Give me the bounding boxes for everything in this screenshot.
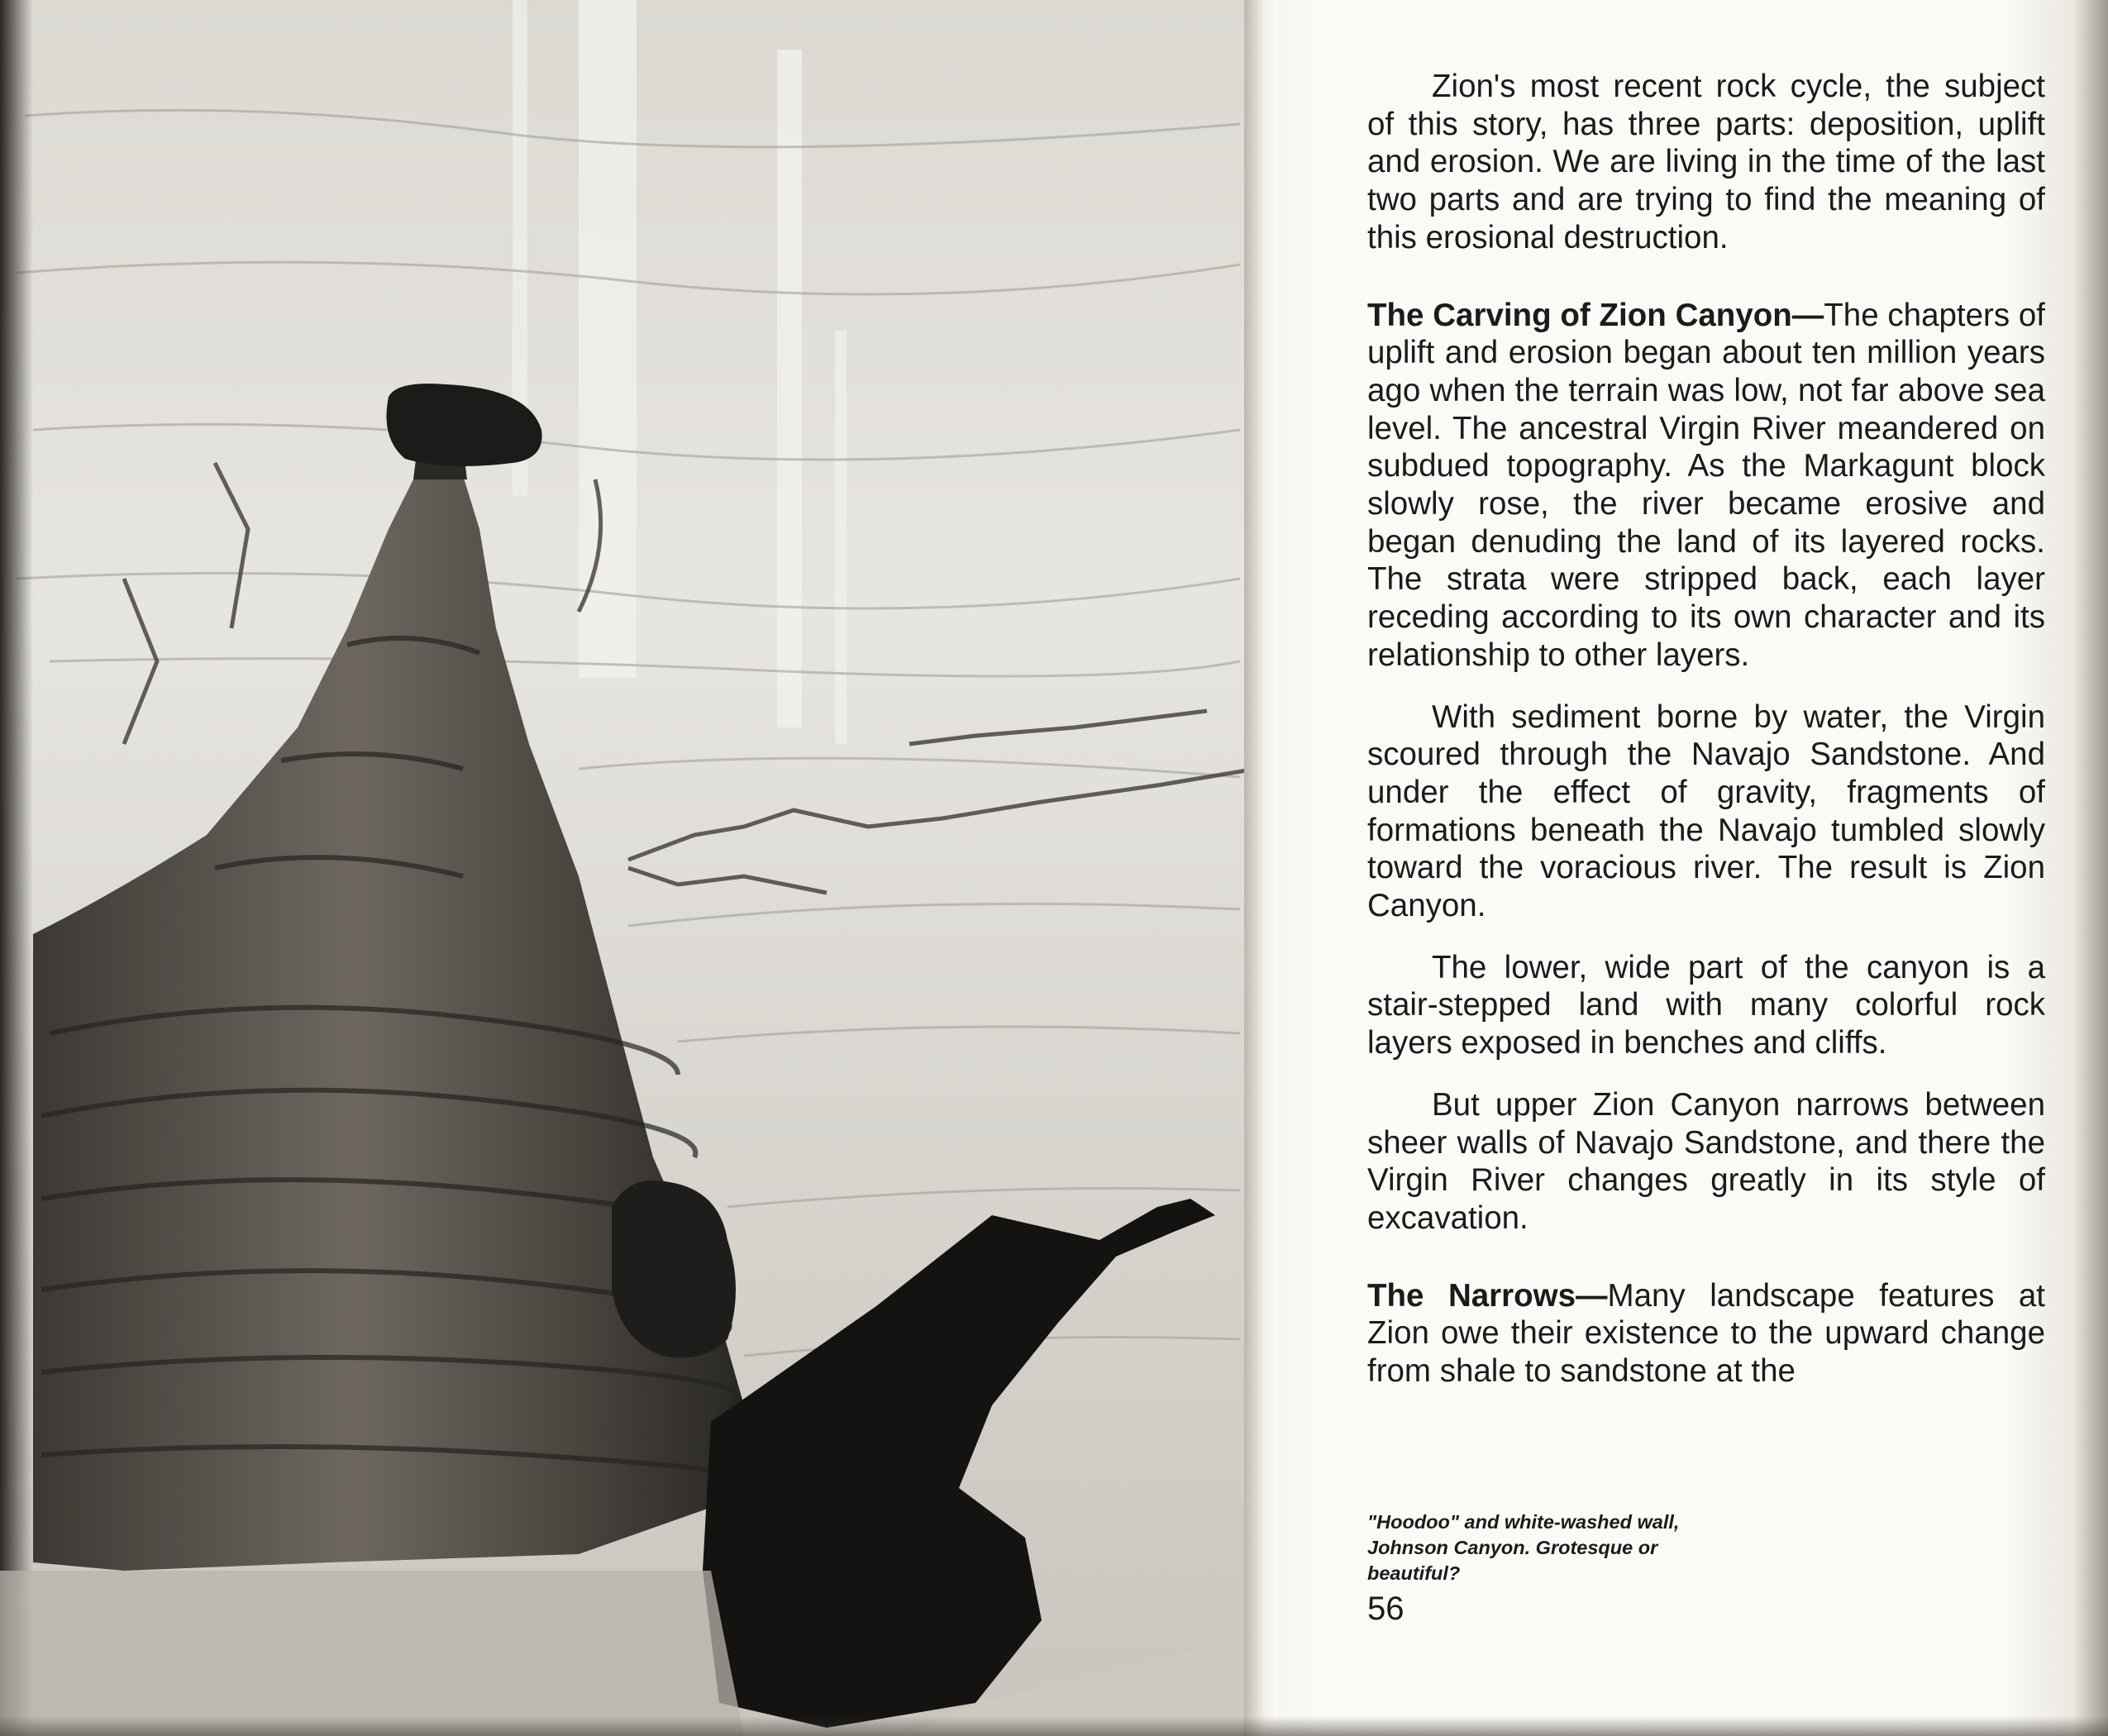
paragraph-gap [1367,675,2045,699]
paragraph-intro: Zion's most recent rock cycle, the subject of this story, has three parts: deposition, uplift and erosion. We are living in the time of the last two parts and are trying to find the meaning of this erosional destruction. [1367,69,2045,255]
heading-the-narrows: The Narrows— [1367,1277,1608,1314]
paragraph-narrows [1367,1277,2045,1390]
paragraph-upper-canyon: But upper Zion Canyon narrows between sheer walls of Navajo Sandstone, and there the Virgin River changes greatly in its style of excavation. [1367,1086,2045,1236]
paragraph-narrows-text: Many landscape features at Zion owe their existence to the upward change from shale to sandstone at the [1367,1277,2045,1390]
paragraph-carving-text: The chapters of uplift and erosion began about ten million years ago when the terrain was low, not far above sea level. The ancestral Virgin River meandered on subdued topography. As the Markagunt block slowly rose, the river became erosive and began denuding the land of its layered rocks. The strata were stripped back, each layer receding according to its own character and its relationship to other layers. [1367,297,2046,673]
paragraph-sediment: With sediment borne by water, the Virgin scoured through the Navajo Sandstone. And under the effect of gravity, fragments of formations beneath the Navajo tumbled slowly toward the voracious river. The result is Zion Canyon. [1367,699,2045,924]
book-gutter [1244,0,1277,1736]
text-page [1257,0,2108,1736]
page-bottom-shadow [0,1716,2108,1736]
page-number: 56 [1367,1591,1405,1627]
paragraph-carving [1367,297,2045,675]
heading-carving-of-zion-canyon: The Carving of Zion Canyon— [1367,297,1824,333]
paragraph-lower-canyon: The lower, wide part of the canyon is a stair-stepped land with many colorful rock layers exposed in benches and cliffs. [1367,949,2045,1061]
paragraph-gap [1367,1062,2045,1086]
paragraph-gap [1367,1238,2045,1277]
body-text [1367,68,2045,1390]
photo-caption: "Hoodoo" and white-washed wall, Johnson Canyon. Grotesque or beautiful? [1367,1511,1680,1584]
paragraph-gap [1367,925,2045,949]
paragraph-gap [1367,257,2045,297]
